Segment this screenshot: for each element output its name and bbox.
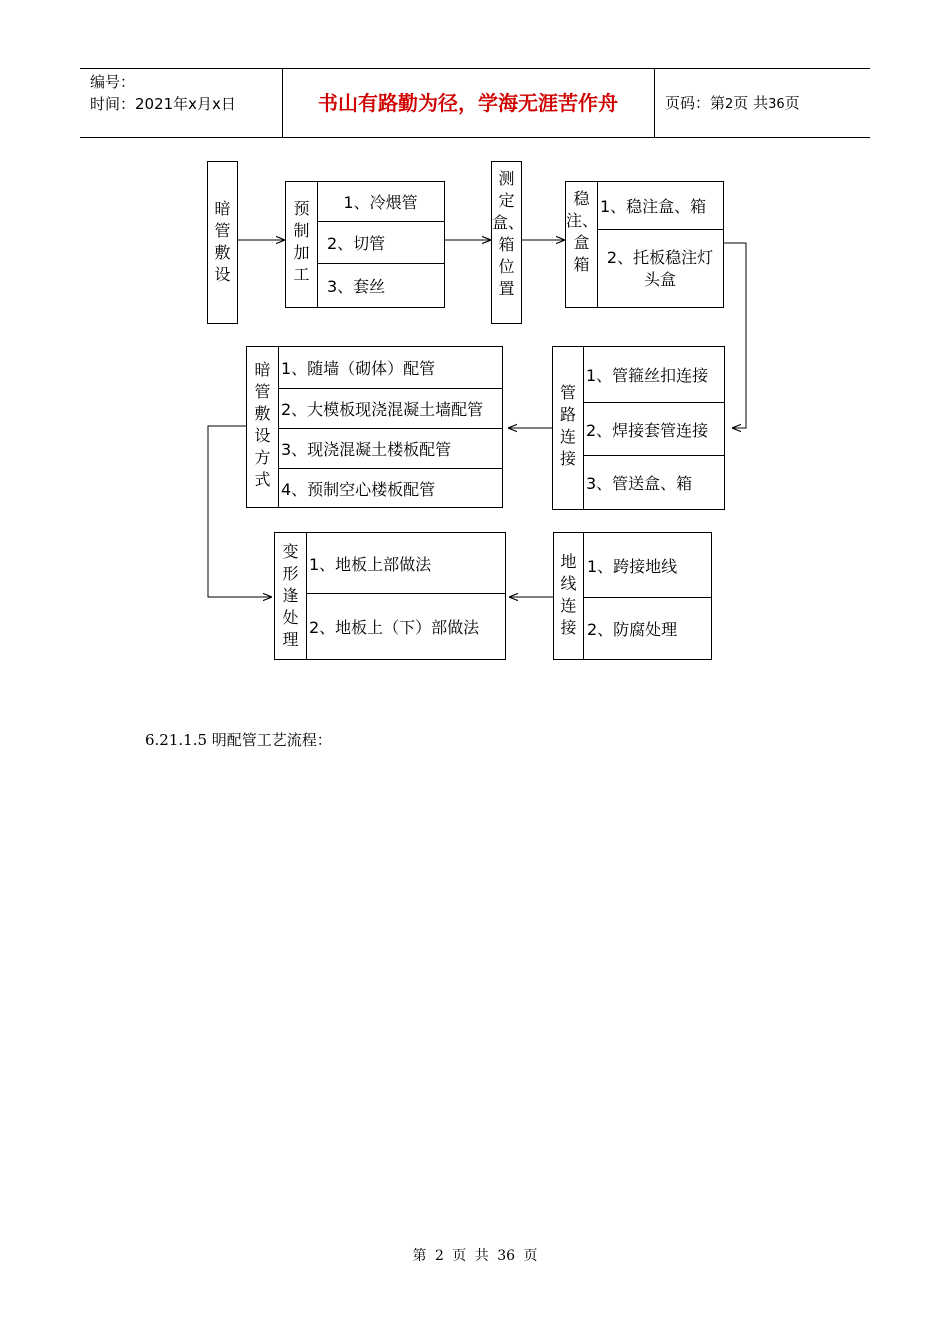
number-label: 编号：: [90, 73, 136, 91]
dixian-item: 2、防腐处理: [583, 597, 711, 659]
yuzhi-item: 2、切管: [317, 221, 444, 263]
step-ceding: [491, 161, 525, 324]
step-ceding-label: 测定盒、箱位置: [492, 169, 525, 298]
header-motto: 书山有路勤为径，学海无涯苦作舟: [318, 91, 618, 115]
step-bianxing: [274, 532, 506, 660]
step-wenzhu: [565, 181, 724, 308]
step-anguan-label: 暗管敷设: [214, 199, 231, 284]
page-footer: 第 2 页 共 36 页: [412, 1248, 538, 1264]
yuzhi-item: 3、套丝: [317, 263, 444, 307]
step-guanlu-label: 管路连接: [559, 383, 576, 468]
step-fangshi-label: 暗管敷设方式: [254, 360, 271, 489]
step-dixian: [553, 532, 712, 660]
page-mid: 页 共: [733, 94, 769, 112]
bianxing-item: 2、地板上（下）部做法: [306, 593, 505, 659]
step-guanlu: [552, 346, 725, 510]
time-label: 时间：2021年x月x日: [90, 95, 236, 113]
fangshi-item: 1、随墙（砌体）配管: [281, 359, 436, 378]
fangshi-item: 2、大模板现浇混凝土墙配管: [278, 388, 502, 428]
step-yuzhi-label: 预制加工: [293, 199, 310, 284]
section-caption: 6.21.1.5 明配管工艺流程：: [145, 731, 332, 749]
step-anguan: [207, 161, 238, 324]
step-yuzhi: [285, 181, 445, 308]
step-bianxing-label: 变形逢处理: [282, 542, 299, 649]
page-prefix: 页码：第: [665, 94, 726, 112]
guanlu-item: 3、管送盒、箱: [583, 455, 724, 509]
bianxing-item: 1、地板上部做法: [309, 554, 432, 574]
page-total: 36: [768, 97, 785, 112]
step-wenzhu-label: 稳注、盒箱: [566, 189, 599, 274]
step-fangshi: [246, 346, 503, 508]
wenzhu-item: 2、托板稳注灯头盒: [597, 229, 723, 307]
guanlu-item: 1、管箍丝扣连接: [586, 366, 709, 385]
wenzhu-item: 1、稳注盒、箱: [600, 197, 707, 216]
page-suffix: 页: [784, 94, 800, 112]
dixian-item: 1、跨接地线: [587, 556, 678, 576]
guanlu-item: 2、焊接套管连接: [583, 402, 724, 455]
step-dixian-label: 地线连接: [560, 552, 577, 637]
yuzhi-item: 1、冷煨管: [343, 193, 418, 212]
arrow-wenzhu-to-guanlu: [724, 243, 746, 428]
fangshi-item: 3、现浇混凝土楼板配管: [278, 428, 502, 468]
fangshi-item: 4、预制空心楼板配管: [278, 468, 502, 507]
page-current: 2: [725, 97, 734, 112]
